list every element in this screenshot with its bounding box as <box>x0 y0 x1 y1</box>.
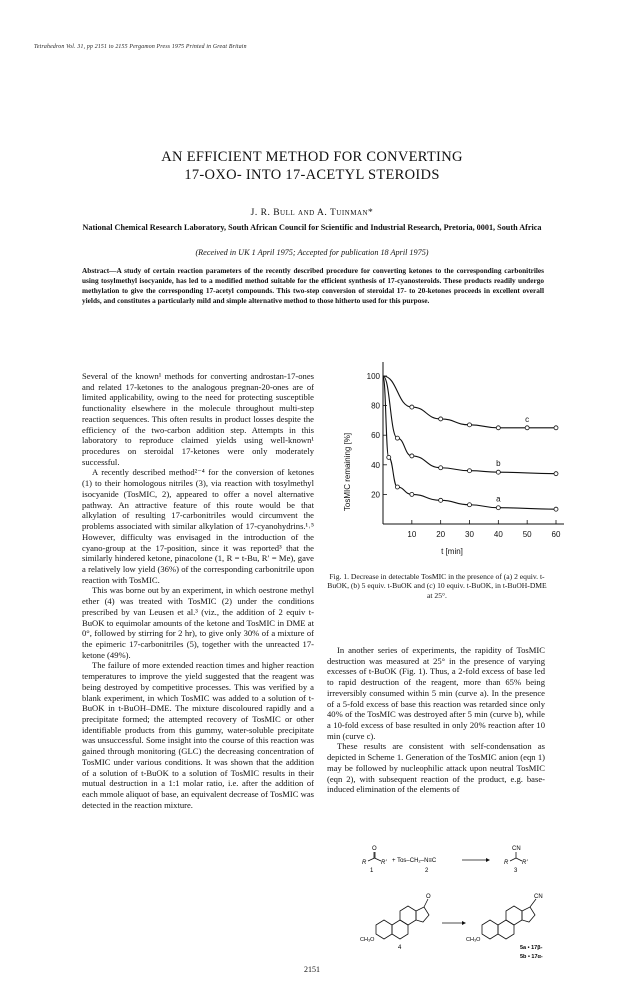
compound-number: 1 <box>370 868 374 872</box>
paragraph: A recently described method²⁻⁴ for the conversion of ketones (1) to their homologous nitriles (3), via reaction with tosylmethyl isocyanide (TosMIC, 2), appeared to offer a novel alternative pathway. An attractive feature of this route would be that alkylation of resulting 17-carbonitriles would circumvent the problems associated with similar alkylation of 17-cyanohydrins.¹˒⁵ However, difficulty was envisaged in the introduction of the cyano-group at the 17-position, since it was reported³ that the similarly hindered ketone, pinacolone (1, R = t-Bu, R′ = Me), gave a relatively low yield (36%) of the corresponding carbonitrile upon reaction with TosMIC. <box>82 467 314 585</box>
series-label-b: b <box>496 459 501 469</box>
compound-number: 2 <box>425 868 429 872</box>
chart-ticks <box>367 372 561 539</box>
steroid-4-structure <box>376 899 429 939</box>
series-line-c <box>383 376 556 428</box>
data-point-a <box>496 506 500 510</box>
product-5a-label: 5a • 17β- <box>520 945 543 951</box>
data-point-c <box>496 426 500 430</box>
abstract-label: Abstract <box>82 266 110 275</box>
data-point-a <box>395 485 399 489</box>
y-tick-label: 60 <box>371 431 380 441</box>
r-label: R <box>504 860 509 866</box>
data-point-a <box>410 492 414 496</box>
arrow-head <box>462 921 466 925</box>
paragraph: These results are consistent with self-condensation as depicted in Scheme 1. Generation of the TosMIC anion (eqn 1) may be followed by nucleophilic attack upon neutral TosMIC (eqn 2), with subsequent reaction of the product, e.g. base-induced elimination of the elements of <box>327 741 545 795</box>
chart-y-label: TosMIC remaining [%] <box>343 432 352 512</box>
data-point-b <box>468 469 472 473</box>
y-tick-label: 80 <box>371 401 380 411</box>
methoxy-label: CH₃O <box>466 937 481 943</box>
x-tick-label: 60 <box>551 530 561 539</box>
r-prime-label: R′ <box>381 860 387 866</box>
data-point-b <box>554 472 558 476</box>
steroid-5-structure <box>482 899 536 939</box>
left-column <box>82 371 314 810</box>
data-point-a <box>554 507 558 511</box>
data-point-a <box>387 455 391 459</box>
arrow-head <box>486 858 490 862</box>
series-label-a: a <box>496 494 501 504</box>
r-prime-label: R′ <box>522 860 528 866</box>
data-point-b <box>410 454 414 458</box>
right-column <box>327 645 545 795</box>
received-dates: (Received in UK 1 April 1975; Accepted for publication 18 April 1975) <box>195 248 429 257</box>
paragraph: In another series of experiments, the rapidity of TosMIC destruction was measured at 25° in the presence of varying excesses of t-BuOK (Fig. 1). Thus, a 2-fold excess of base led to rapid destruction of the reagent, more than 65% being irreversibly consumed within 5 min (curve a). In the presence of a 5-fold excess of base this reaction was retarded since only 40% of the TosMIC was destroyed after 5 min (curve b), while a 10-fold excess of base resulted in only 20% reaction after 10 min (curve c). <box>327 645 545 741</box>
abstract <box>82 266 544 306</box>
paragraph: Several of the known¹ methods for converting androstan-17-ones and related 17-ketones to the analogous pregnan-20-ones are of limited applicability, owing to the need for protecting susceptible functionality elsewhere in the molecule throughout multi-step reaction sequences. This often results in product losses despite the efficiency of the two-carbon addition step. Attempts in this laboratory to reproduce claimed yields using well-known¹ procedures on steroidal 17-ketones were only moderately successful. <box>82 371 314 467</box>
bond <box>368 858 375 861</box>
bond <box>510 858 516 861</box>
data-point-c <box>468 423 472 427</box>
y-tick-label: 20 <box>371 490 380 500</box>
data-point-a <box>468 503 472 507</box>
x-tick-label: 30 <box>465 530 474 539</box>
abstract-text: —A study of certain reaction parameters of the recently described procedure for converting ketones to the corresponding carbonitriles using tosylmethyl isocyanide, has led to a modified method suitable for the efficient synthesis of 17-cyanosteroids. These products readily undergo methylation to give the corresponding 17-acetyl compounds. This two-step conversion of steroidal 17- to 20-ketones proceeds in excellent overall yields, and constitutes a particularly mild and simple alternative method to those hitherto used for this purpose. <box>82 266 544 306</box>
x-tick-label: 40 <box>493 530 503 539</box>
y-tick-label: 40 <box>371 460 380 470</box>
r-label: R <box>362 860 367 866</box>
nitrile-cn-label: CN <box>534 894 543 900</box>
reaction-scheme-steroid <box>360 885 560 965</box>
journal-header: Tetrahedron Vol. 31, pp 2151 to 2155 Pergamon Press 1975 Printed in Great Britain <box>34 44 247 50</box>
x-tick-label: 10 <box>407 530 417 539</box>
data-point-c <box>439 417 443 421</box>
series-line-a <box>383 376 556 509</box>
compound-number: 3 <box>514 868 518 872</box>
figure-caption: Fig. 1. Decrease in detectable TosMIC in the presence of (a) 2 equiv. t-BuOK, (b) 5 equiv. t-BuOK and (c) 10 equiv. t-BuOK, in t-BuOH-DME at 25°. <box>327 572 547 600</box>
affiliation: National Chemical Research Laboratory, South African Council for Scientific and Industrial Research, Pretoria, 0001, South Africa <box>82 223 542 232</box>
chart-x-label: t [min] <box>441 547 463 556</box>
paragraph: This was borne out by an experiment, in which oestrone methyl ether (4) was treated with TosMIC (2) under the conditions prescribed by van Leusen et al.³ (viz., the addition of 2 equiv t-BuOK to equimolar amounts of the ketone and TosMIC in DME at 0°, followed by stirring for 2 hr), to give only 30% of a mixture of the epimeric 17-carbonitriles (5), together with the unreacted 17-ketone (49%). <box>82 585 314 660</box>
y-tick-label: 100 <box>366 372 380 381</box>
ketone-o-label: O <box>426 894 431 900</box>
data-point-b <box>496 470 500 474</box>
reaction-scheme-nitrile <box>340 842 550 872</box>
paper-title-line-2: 17-OXO- INTO 17-ACETYL STEROIDS <box>184 167 440 183</box>
reagent-label: + Tos–CH₂–N≡C <box>392 858 437 864</box>
paragraph: The failure of more extended reaction times and higher reaction temperatures to improve the yield suggested that the reagent was being destroyed by competitive processes. This was verified by a blank experiment, in which TosMIC was added to a solution of t-BuOK in t-BuOH–DME. The mixture discoloured rapidly and a precipitate formed; the attempted recovery of TosMIC or other identifiable products from this gummy, water-soluble precipitate was unsuccessful. Some insight into the course of this reaction was gained through monitoring (GLC) the decreasing concentration of TosMIC under various conditions. It was shown that the addition of a solution of t-BuOK to a solution of TosMIC results in their mutual destruction in a 1:1 molar ratio, i.e. after the addition of each mmole aliquot of base, an equivalent decrease of TosMIC was detected in the reaction mixture. <box>82 660 314 810</box>
data-point-c <box>410 405 414 409</box>
data-point-a <box>439 498 443 502</box>
chart-axes <box>383 362 564 524</box>
paper-title-line-1: AN EFFICIENT METHOD FOR CONVERTING <box>161 149 463 165</box>
series-label-c: c <box>525 414 530 424</box>
x-tick-label: 50 <box>522 530 532 539</box>
compound-number: 4 <box>398 945 402 951</box>
page-number: 2151 <box>304 965 320 974</box>
methoxy-label: CH₃O <box>360 937 375 943</box>
figure-1-chart <box>330 362 570 567</box>
product-5b-label: 5b • 17α- <box>520 954 543 960</box>
data-point-b <box>439 466 443 470</box>
chart-series <box>383 376 558 511</box>
nitrile-cn-label: CN <box>512 846 521 852</box>
authors: J. R. Bull and A. Tuinman* <box>250 208 374 218</box>
x-tick-label: 20 <box>436 530 446 539</box>
ketone-o-label: O <box>372 846 377 852</box>
data-point-c <box>554 426 558 430</box>
data-point-b <box>395 436 399 440</box>
data-point-c <box>525 426 529 430</box>
